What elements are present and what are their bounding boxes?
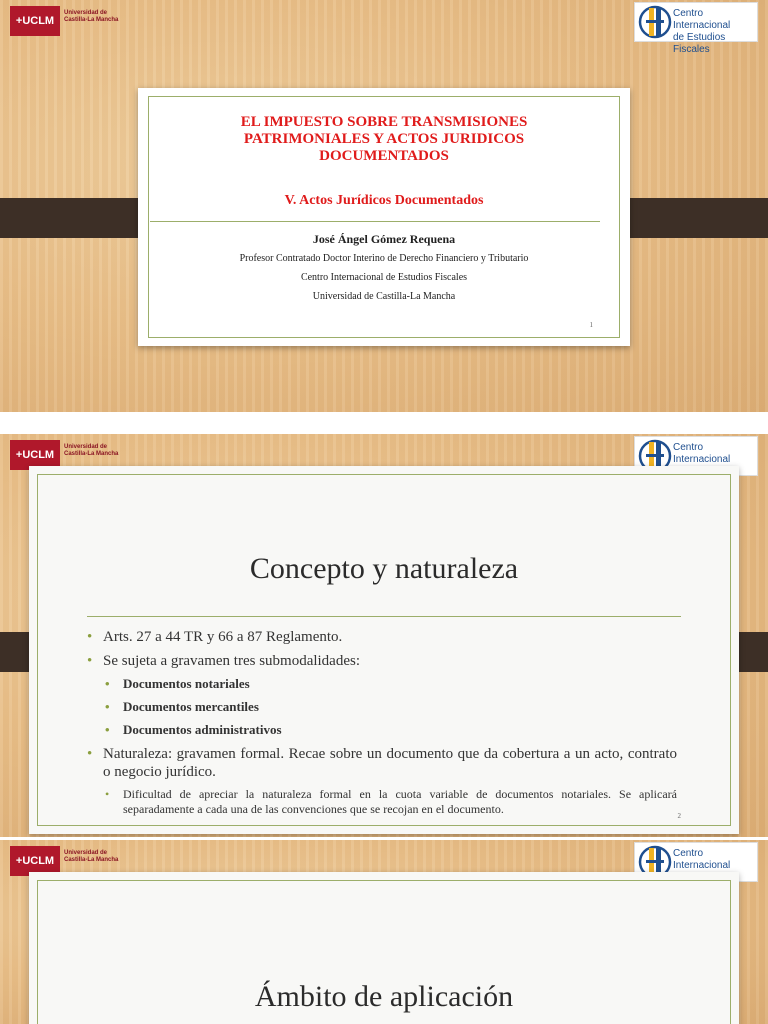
uclm-mark: +UCLM bbox=[10, 6, 60, 36]
uclm-name: Universidad de Castilla-La Mancha bbox=[64, 850, 119, 863]
decorative-bar-left bbox=[0, 198, 155, 238]
presentation-title: EL IMPUESTO SOBRE TRANSMISIONES PATRIMONIALES Y ACTOS JURIDICOS DOCUMENTADOS bbox=[240, 114, 528, 164]
sub-bullet-item: • Documentos mercantiles bbox=[105, 699, 677, 715]
presentation-subtitle: V. Actos Jurídicos Documentados bbox=[284, 193, 484, 208]
author-institution: Centro Internacional de Estudios Fiscales bbox=[300, 272, 468, 283]
slide-heading: Ámbito de aplicación bbox=[254, 980, 514, 1013]
bullet-item: • Arts. 27 a 44 TR y 66 a 87 Reglamento. bbox=[87, 628, 677, 646]
slide-heading: Concepto y naturaleza bbox=[249, 552, 519, 585]
author-university: Universidad de Castilla-La Mancha bbox=[312, 291, 456, 302]
decorative-bar-right bbox=[613, 198, 768, 238]
sub-bullet-item: • Documentos notariales bbox=[105, 676, 677, 692]
author-name: José Ángel Gómez Requena bbox=[312, 232, 456, 246]
bullet-item: • Naturaleza: gravamen formal. Recae sobre un documento que da cobertura a un acto, contrato o negocio jurídico. bbox=[87, 745, 677, 781]
uclm-mark: +UCLM bbox=[10, 440, 60, 470]
cief-name: Centro Internacional bbox=[673, 848, 731, 871]
cief-logo bbox=[634, 2, 758, 55]
uclm-name: Universidad de Castilla-La Mancha bbox=[64, 444, 119, 457]
bullet-item: • Se sujeta a gravamen tres submodalidades: bbox=[87, 652, 677, 670]
author-position: Profesor Contratado Doctor Interino de Derecho Financiero y Tributario bbox=[239, 253, 529, 264]
content-card bbox=[29, 872, 739, 1024]
uclm-name: Universidad de Castilla-La Mancha bbox=[64, 10, 119, 23]
bullet-list bbox=[87, 628, 677, 817]
sub-bullet-item: • Documentos administrativos bbox=[105, 722, 677, 738]
slide-3 bbox=[0, 840, 768, 1024]
cief-emblem-icon bbox=[638, 5, 672, 39]
divider bbox=[87, 616, 681, 617]
slide-2 bbox=[0, 434, 768, 837]
title-card bbox=[138, 88, 630, 346]
cief-name: Centro Internacional de Estudios Fiscales bbox=[673, 8, 731, 55]
uclm-mark: +UCLM bbox=[10, 846, 60, 876]
page-number: 1 bbox=[589, 321, 593, 329]
sub-bullet-note: • Dificultad de apreciar la naturaleza formal en la cuota variable de documentos notariales. Se aplicará separadamente a cada una de las convenciones que se recojan en el documento. bbox=[105, 787, 677, 817]
divider bbox=[150, 221, 600, 222]
content-card bbox=[29, 466, 739, 834]
page-number: 2 bbox=[677, 812, 681, 820]
slide-1 bbox=[0, 0, 768, 412]
cief-name: Centro Internacional bbox=[673, 442, 731, 465]
uclm-logo bbox=[10, 6, 119, 36]
